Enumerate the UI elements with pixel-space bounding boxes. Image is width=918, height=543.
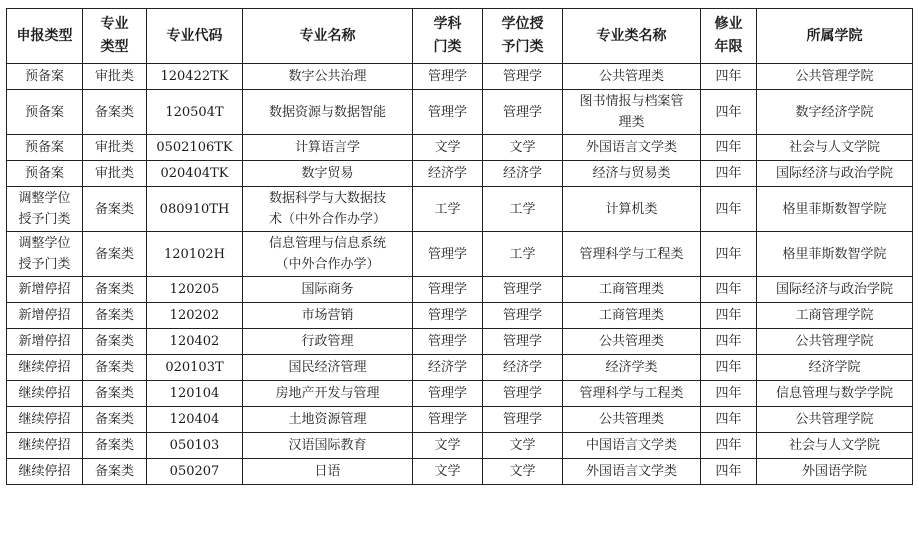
cell-discipline [413,232,483,277]
cell-major-class-name [563,329,701,355]
cell-major-type [83,407,147,433]
table-row [7,459,913,485]
cell-college [757,161,913,187]
cell-report-type [7,135,83,161]
table-row [7,232,913,277]
cell-major-type [83,135,147,161]
cell-text: 新增停招 [18,334,71,349]
cell-text: 工学 [434,201,461,217]
cell-college [757,90,913,135]
cell-text: 工学 [509,201,536,217]
cell-text: 数字经济学院 [795,104,874,120]
cell-major-code [147,433,243,459]
cell-text: 四年 [715,334,742,349]
column-header-text: 专业类名称 [596,27,667,44]
cell-major-class-name [563,64,701,90]
cell-major-code [147,161,243,187]
cell-text: 信息管理与信息系统 [268,236,386,251]
cell-text: 数据资源与数据智能 [268,104,386,120]
cell-discipline [413,381,483,407]
cell-text: 经济学院 [808,360,861,375]
cell-degree-category [483,161,563,187]
cell-discipline [413,329,483,355]
cell-college [757,187,913,232]
cell-text: 管理学 [427,412,467,427]
cell-college [757,303,913,329]
cell-text: 四年 [715,464,742,479]
cell-text: 经济与贸易类 [592,166,671,181]
table-row [7,277,913,303]
cell-text: 管理科学与工程类 [579,386,684,401]
cell-college [757,135,913,161]
cell-major-class-name [563,135,701,161]
cell-text: 术（中外合作办学） [268,212,386,227]
table-row [7,187,913,232]
cell-study-duration [701,277,757,303]
cell-degree-category [483,381,563,407]
cell-text: 四年 [715,412,742,427]
table-row [7,381,913,407]
cell-text: 经济学 [427,166,467,181]
cell-major-class-name [563,407,701,433]
cell-text: 四年 [715,201,742,217]
cell-major-code [147,355,243,381]
cell-major-type [83,355,147,381]
cell-text: 120202 [169,308,220,323]
cell-college [757,329,913,355]
column-header-text: 年限 [714,39,743,55]
cell-major-code [147,277,243,303]
cell-text: 文学 [509,438,536,453]
cell-text: 管理学 [427,386,467,401]
cell-text: 公共管理学院 [795,412,874,427]
cell-discipline [413,459,483,485]
cell-text: 备案类 [94,282,134,297]
cell-text: 社会与人文学院 [788,140,880,155]
cell-text: 管理学 [502,412,542,427]
cell-text: 调整学位 [18,191,71,206]
cell-text: 120402 [169,334,220,349]
cell-text: 新增停招 [18,308,71,323]
cell-discipline [413,303,483,329]
cell-text: 020103T [165,360,224,375]
cell-degree-category [483,277,563,303]
cell-text: 文学 [509,140,536,155]
cell-major-code [147,187,243,232]
column-header-text: 学位授 [501,16,544,32]
cell-text: 继续停招 [18,360,71,375]
cell-text: 管理学 [502,334,542,349]
cell-text: 房地产开发与管理 [275,386,380,401]
cell-major-class-name [563,459,701,485]
cell-major-class-name [563,187,701,232]
cell-study-duration [701,135,757,161]
cell-report-type [7,303,83,329]
cell-degree-category [483,232,563,277]
cell-text: 公共管理类 [598,412,664,427]
cell-text: 备案类 [94,386,134,401]
column-header-text: 专业 [100,16,129,32]
cell-text: 文学 [434,464,461,479]
cell-discipline [413,407,483,433]
cell-degree-category [483,64,563,90]
cell-text: 备案类 [94,104,134,120]
cell-discipline [413,433,483,459]
cell-text: 审批类 [94,69,134,84]
cell-major-type [83,187,147,232]
table-row [7,90,913,135]
cell-major-class-name [563,277,701,303]
cell-discipline [413,355,483,381]
column-header-text: 学科 [433,16,462,32]
cell-major-type [83,433,147,459]
column-header-text: 修业 [714,16,743,32]
cell-text: 公共管理类 [598,334,664,349]
cell-text: 计算语言学 [294,140,360,155]
table-row [7,407,913,433]
cell-college [757,433,913,459]
cell-major-class-name [563,303,701,329]
table-row [7,433,913,459]
cell-text: 外国语言文学类 [585,464,677,479]
column-header-text: 门类 [433,39,462,55]
cell-text: 调整学位 [18,236,71,251]
cell-text: 数字公共治理 [288,69,367,84]
cell-text: 文学 [509,464,536,479]
major-application-table [6,8,913,485]
column-header-text: 类型 [100,39,129,55]
cell-text: 外国语学院 [801,464,867,479]
cell-major-name [243,303,413,329]
cell-study-duration [701,433,757,459]
cell-degree-category [483,459,563,485]
cell-college [757,407,913,433]
cell-study-duration [701,187,757,232]
cell-text: 日语 [314,464,341,479]
cell-major-class-name [563,161,701,187]
cell-major-name [243,381,413,407]
cell-report-type [7,277,83,303]
cell-text: 管理学 [502,282,542,297]
cell-study-duration [701,381,757,407]
cell-college [757,355,913,381]
cell-major-name [243,329,413,355]
cell-text: 社会与人文学院 [788,438,880,453]
cell-text: 经济学类 [605,360,658,375]
cell-text: 公共管理类 [598,69,664,84]
cell-report-type [7,433,83,459]
cell-discipline [413,187,483,232]
cell-text: 授予门类 [18,212,71,227]
cell-major-name [243,90,413,135]
cell-college [757,232,913,277]
cell-major-code [147,135,243,161]
cell-text: 国际经济与政治学院 [775,282,893,297]
cell-text: 管理学 [502,104,542,120]
cell-text: 预备案 [24,104,64,120]
cell-study-duration [701,90,757,135]
cell-degree-category [483,303,563,329]
cell-text: 120205 [169,282,220,297]
cell-text: 备案类 [94,308,134,323]
cell-text: 四年 [715,140,742,155]
cell-major-name [243,64,413,90]
cell-text: 四年 [715,360,742,375]
cell-text: 外国语言文学类 [585,140,677,155]
column-header-degree-category [483,9,563,64]
cell-text: 文学 [434,140,461,155]
cell-degree-category [483,329,563,355]
cell-major-code [147,459,243,485]
cell-text: 050103 [169,438,220,453]
cell-text: 管理学 [427,334,467,349]
cell-text: 信息管理与数学学院 [775,386,893,401]
cell-text: 工商管理类 [598,282,664,297]
cell-degree-category [483,135,563,161]
cell-text: 经济学 [502,360,542,375]
cell-report-type [7,64,83,90]
cell-text: 管理学 [427,246,467,262]
cell-report-type [7,459,83,485]
cell-text: 管理学 [427,104,467,120]
cell-text: 中国语言文学类 [585,438,677,453]
cell-major-type [83,161,147,187]
column-header-major-code [147,9,243,64]
table-header-row [7,9,913,64]
cell-text: 四年 [715,438,742,453]
cell-text: 预备案 [24,69,64,84]
cell-report-type [7,407,83,433]
cell-text: 继续停招 [18,386,71,401]
cell-major-class-name [563,433,701,459]
cell-major-class-name [563,381,701,407]
column-header-text: 所属学院 [806,27,863,44]
cell-text: 计算机类 [605,201,658,217]
cell-college [757,64,913,90]
cell-study-duration [701,161,757,187]
cell-text: 汉语国际教育 [288,438,367,453]
cell-major-type [83,232,147,277]
cell-major-type [83,64,147,90]
cell-major-class-name [563,232,701,277]
cell-report-type [7,90,83,135]
column-header-report-type [7,9,83,64]
cell-text: 管理学 [502,308,542,323]
table-row [7,135,913,161]
cell-text: 市场营销 [301,308,354,323]
cell-major-type [83,381,147,407]
cell-text: 管理学 [427,69,467,84]
cell-text: 备案类 [94,360,134,375]
cell-text: 备案类 [94,438,134,453]
cell-discipline [413,161,483,187]
cell-text: 020404TK [160,166,229,181]
cell-text: 备案类 [94,334,134,349]
cell-text: 格里菲斯数智学院 [782,201,887,217]
cell-discipline [413,135,483,161]
cell-text: 管理学 [502,386,542,401]
cell-major-code [147,232,243,277]
cell-text: 120504T [165,104,224,120]
cell-college [757,381,913,407]
cell-text: 预备案 [24,140,64,155]
cell-major-name [243,277,413,303]
cell-text: 备案类 [94,246,134,262]
cell-text: 备案类 [94,412,134,427]
table-row [7,161,913,187]
cell-text: 继续停招 [18,438,71,453]
cell-text: 管理科学与工程类 [579,246,684,262]
cell-text: 经济学 [502,166,542,181]
cell-study-duration [701,329,757,355]
cell-study-duration [701,459,757,485]
cell-major-code [147,329,243,355]
cell-text: 080910TH [159,201,230,217]
cell-study-duration [701,64,757,90]
cell-major-class-name [563,90,701,135]
cell-text: 审批类 [94,166,134,181]
cell-text: 国民经济管理 [288,360,367,375]
cell-text: 土地资源管理 [288,412,367,427]
cell-text: 图书情报与档案管 [579,94,684,109]
cell-degree-category [483,355,563,381]
cell-major-name [243,407,413,433]
cell-text: 格里菲斯数智学院 [782,246,887,262]
cell-report-type [7,232,83,277]
cell-major-code [147,303,243,329]
cell-text: 120104 [169,386,220,401]
cell-text: 管理学 [502,69,542,84]
cell-study-duration [701,407,757,433]
column-header-study-duration [701,9,757,64]
cell-text: 0502106TK [156,140,233,155]
cell-major-type [83,459,147,485]
cell-major-type [83,329,147,355]
cell-text: 四年 [715,69,742,84]
column-header-text: 专业名称 [299,27,356,44]
cell-report-type [7,329,83,355]
cell-discipline [413,64,483,90]
cell-text: 国际经济与政治学院 [775,166,893,181]
cell-college [757,459,913,485]
cell-degree-category [483,187,563,232]
cell-text: 120404 [169,412,220,427]
cell-report-type [7,381,83,407]
cell-text: 四年 [715,308,742,323]
table-row [7,303,913,329]
cell-text: 理类 [618,115,645,130]
cell-major-name [243,459,413,485]
cell-text: 国际商务 [301,282,354,297]
cell-text: 数字贸易 [301,166,354,181]
cell-major-name [243,355,413,381]
cell-text: 经济学 [427,360,467,375]
cell-text: 备案类 [94,464,134,479]
cell-major-name [243,161,413,187]
cell-study-duration [701,303,757,329]
cell-text: 四年 [715,282,742,297]
cell-report-type [7,161,83,187]
cell-text: 备案类 [94,201,134,217]
cell-text: 行政管理 [301,334,354,349]
cell-college [757,277,913,303]
column-header-text: 予门类 [501,39,544,55]
cell-major-name [243,232,413,277]
cell-text: 授予门类 [18,257,71,272]
table-row [7,64,913,90]
cell-major-class-name [563,355,701,381]
cell-text: 120102H [164,246,225,262]
cell-major-name [243,135,413,161]
column-header-major-type [83,9,147,64]
cell-major-name [243,433,413,459]
cell-major-code [147,90,243,135]
cell-degree-category [483,433,563,459]
cell-text: 管理学 [427,308,467,323]
cell-text: 数据科学与大数据技 [268,191,386,206]
cell-text: 管理学 [427,282,467,297]
cell-text: 预备案 [24,166,64,181]
cell-text: 050207 [169,464,220,479]
column-header-text: 专业代码 [166,27,223,44]
cell-text: （中外合作办学） [275,257,380,272]
column-header-text: 申报类型 [16,27,73,44]
column-header-discipline [413,9,483,64]
cell-text: 继续停招 [18,412,71,427]
cell-study-duration [701,355,757,381]
cell-study-duration [701,232,757,277]
cell-text: 120422TK [160,69,229,84]
cell-text: 四年 [715,386,742,401]
cell-major-type [83,90,147,135]
cell-major-type [83,277,147,303]
cell-major-code [147,407,243,433]
cell-major-type [83,303,147,329]
column-header-major-class-name [563,9,701,64]
cell-discipline [413,90,483,135]
cell-text: 继续停招 [18,464,71,479]
cell-text: 公共管理学院 [795,69,874,84]
cell-degree-category [483,90,563,135]
cell-report-type [7,355,83,381]
cell-text: 四年 [715,166,742,181]
cell-text: 工商管理类 [598,308,664,323]
cell-major-code [147,64,243,90]
cell-major-code [147,381,243,407]
cell-text: 四年 [715,246,742,262]
cell-text: 工学 [509,246,536,262]
cell-discipline [413,277,483,303]
column-header-college [757,9,913,64]
cell-text: 新增停招 [18,282,71,297]
cell-text: 四年 [715,104,742,120]
cell-text: 文学 [434,438,461,453]
cell-text: 公共管理学院 [795,334,874,349]
cell-report-type [7,187,83,232]
cell-degree-category [483,407,563,433]
column-header-major-name [243,9,413,64]
table-row [7,329,913,355]
cell-text: 工商管理学院 [795,308,874,323]
cell-major-name [243,187,413,232]
table-row [7,355,913,381]
cell-text: 审批类 [94,140,134,155]
